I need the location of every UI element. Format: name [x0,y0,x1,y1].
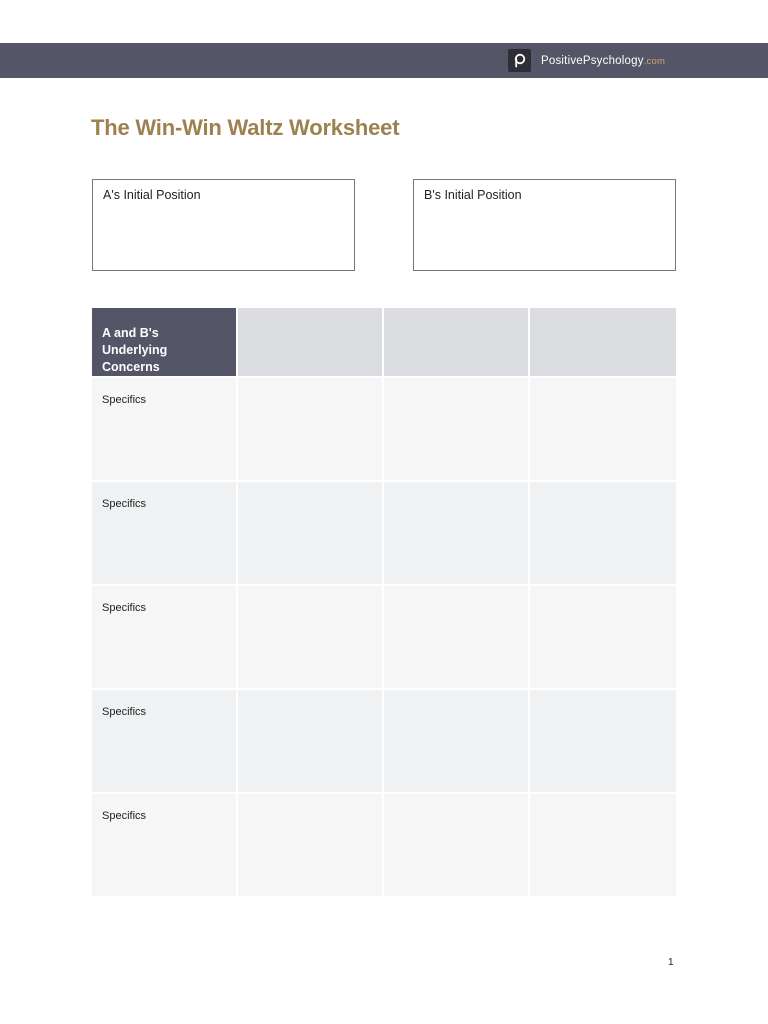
specifics-row-label [92,482,236,584]
table-cell[interactable] [384,794,528,896]
p-logo-glyph [512,53,527,68]
b-initial-position-box[interactable] [413,179,676,271]
specifics-row-label [92,794,236,896]
specifics-label: Specifics [102,810,147,822]
table-cell[interactable] [530,586,676,688]
specifics-label: Specifics [102,706,147,718]
brand-name-main: PositivePsychology [541,54,644,67]
table-cell[interactable] [530,482,676,584]
table-cell[interactable] [238,794,382,896]
positive-psychology-p-logo-icon [508,49,531,72]
table-cell[interactable] [530,378,676,480]
underlying-concerns-table [92,308,676,894]
specifics-label: Specifics [102,498,147,510]
table-cell[interactable] [384,482,528,584]
a-initial-position-box[interactable] [92,179,355,271]
header-bar [0,43,768,78]
brand-name-tld: .com [643,55,666,67]
brand-name [541,55,665,67]
specifics-label: Specifics [102,602,147,614]
brand[interactable] [508,49,665,72]
page-number: 1 [668,957,674,968]
specifics-row-label [92,690,236,792]
table-cell[interactable] [384,690,528,792]
table-cell[interactable] [238,690,382,792]
specifics-row-label [92,586,236,688]
page-title: The Win-Win Waltz Worksheet [91,115,400,140]
specifics-row-label [92,378,236,480]
b-initial-position-label: B's Initial Position [424,188,522,202]
table-cell[interactable] [384,586,528,688]
specifics-label: Specifics [102,394,147,406]
table-cell[interactable] [238,378,382,480]
a-initial-position-label: A's Initial Position [103,188,201,202]
header-cell-blank[interactable] [530,308,676,376]
header-cell-blank[interactable] [238,308,382,376]
table-cell[interactable] [238,482,382,584]
table-cell[interactable] [384,378,528,480]
table-cell[interactable] [238,586,382,688]
underlying-concerns-header: A and B's Underlying Concerns [92,308,236,376]
table-cell[interactable] [530,794,676,896]
table-cell[interactable] [530,690,676,792]
header-cell-blank[interactable] [384,308,528,376]
